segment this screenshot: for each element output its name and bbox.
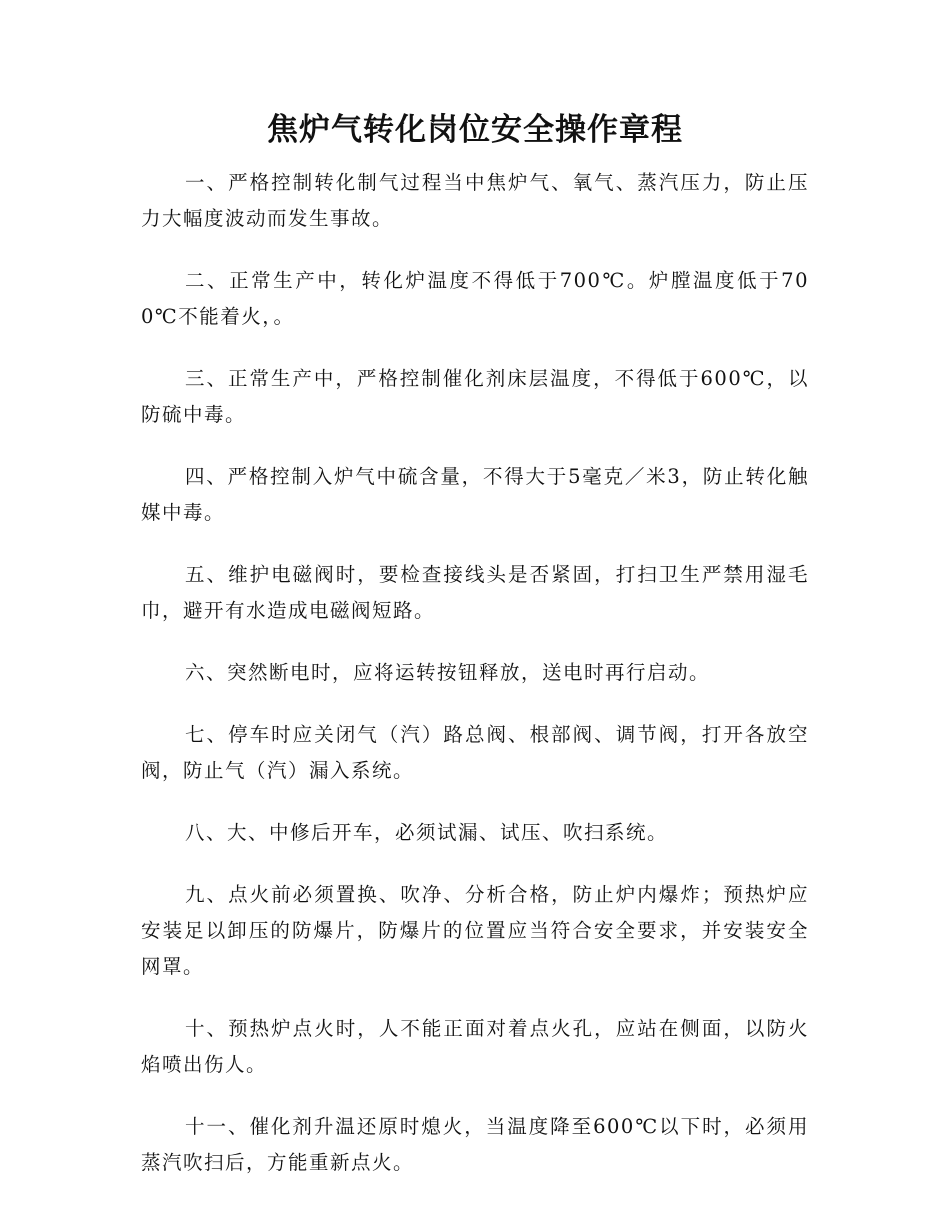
clause-4: 四、严格控制入炉气中硫含量，不得大于5毫克／米3，防止转化触媒中毒。	[141, 465, 809, 524]
clause-6: 六、突然断电时，应将运转按钮释放，送电时再行启动。	[185, 661, 711, 684]
clause-1: 一、严格控制转化制气过程当中焦炉气、氧气、蒸汽压力，防止压力大幅度波动而发生事故。	[141, 171, 809, 230]
clause-7: 七、停车时应关闭气（汽）路总阀、根部阀、调节阀，打开各放空阀，防止气（汽）漏入系统。	[141, 723, 809, 782]
clause-5: 五、维护电磁阀时，要检查接线头是否紧固，打扫卫生严禁用湿毛巾，避开有水造成电磁阀短路。	[141, 563, 809, 622]
document-title: 焦炉气转化岗位安全操作章程	[267, 112, 683, 148]
document-body	[141, 165, 809, 1207]
clause-9: 九、点火前必须置换、吹净、分析合格，防止炉内爆炸；预热炉应安装足以卸压的防爆片，防爆片的位置应当符合安全要求，并安装安全网罩。	[141, 883, 809, 978]
clause-11: 十一、催化剂升温还原时熄火，当温度降至600℃以下时，必须用蒸汽吹扫后，方能重新点火。	[141, 1115, 809, 1174]
clause-8: 八、大、中修后开车，必须试漏、试压、吹扫系统。	[185, 821, 669, 844]
clause-10: 十、预热炉点火时，人不能正面对着点火孔，应站在侧面，以防火焰喷出伤人。	[141, 1017, 809, 1076]
clause-3: 三、正常生产中，严格控制催化剂床层温度，不得低于600℃，以防硫中毒。	[141, 367, 809, 426]
clause-2: 二、正常生产中，转化炉温度不得低于700℃。炉膛温度低于700℃不能着火，。	[141, 269, 809, 328]
